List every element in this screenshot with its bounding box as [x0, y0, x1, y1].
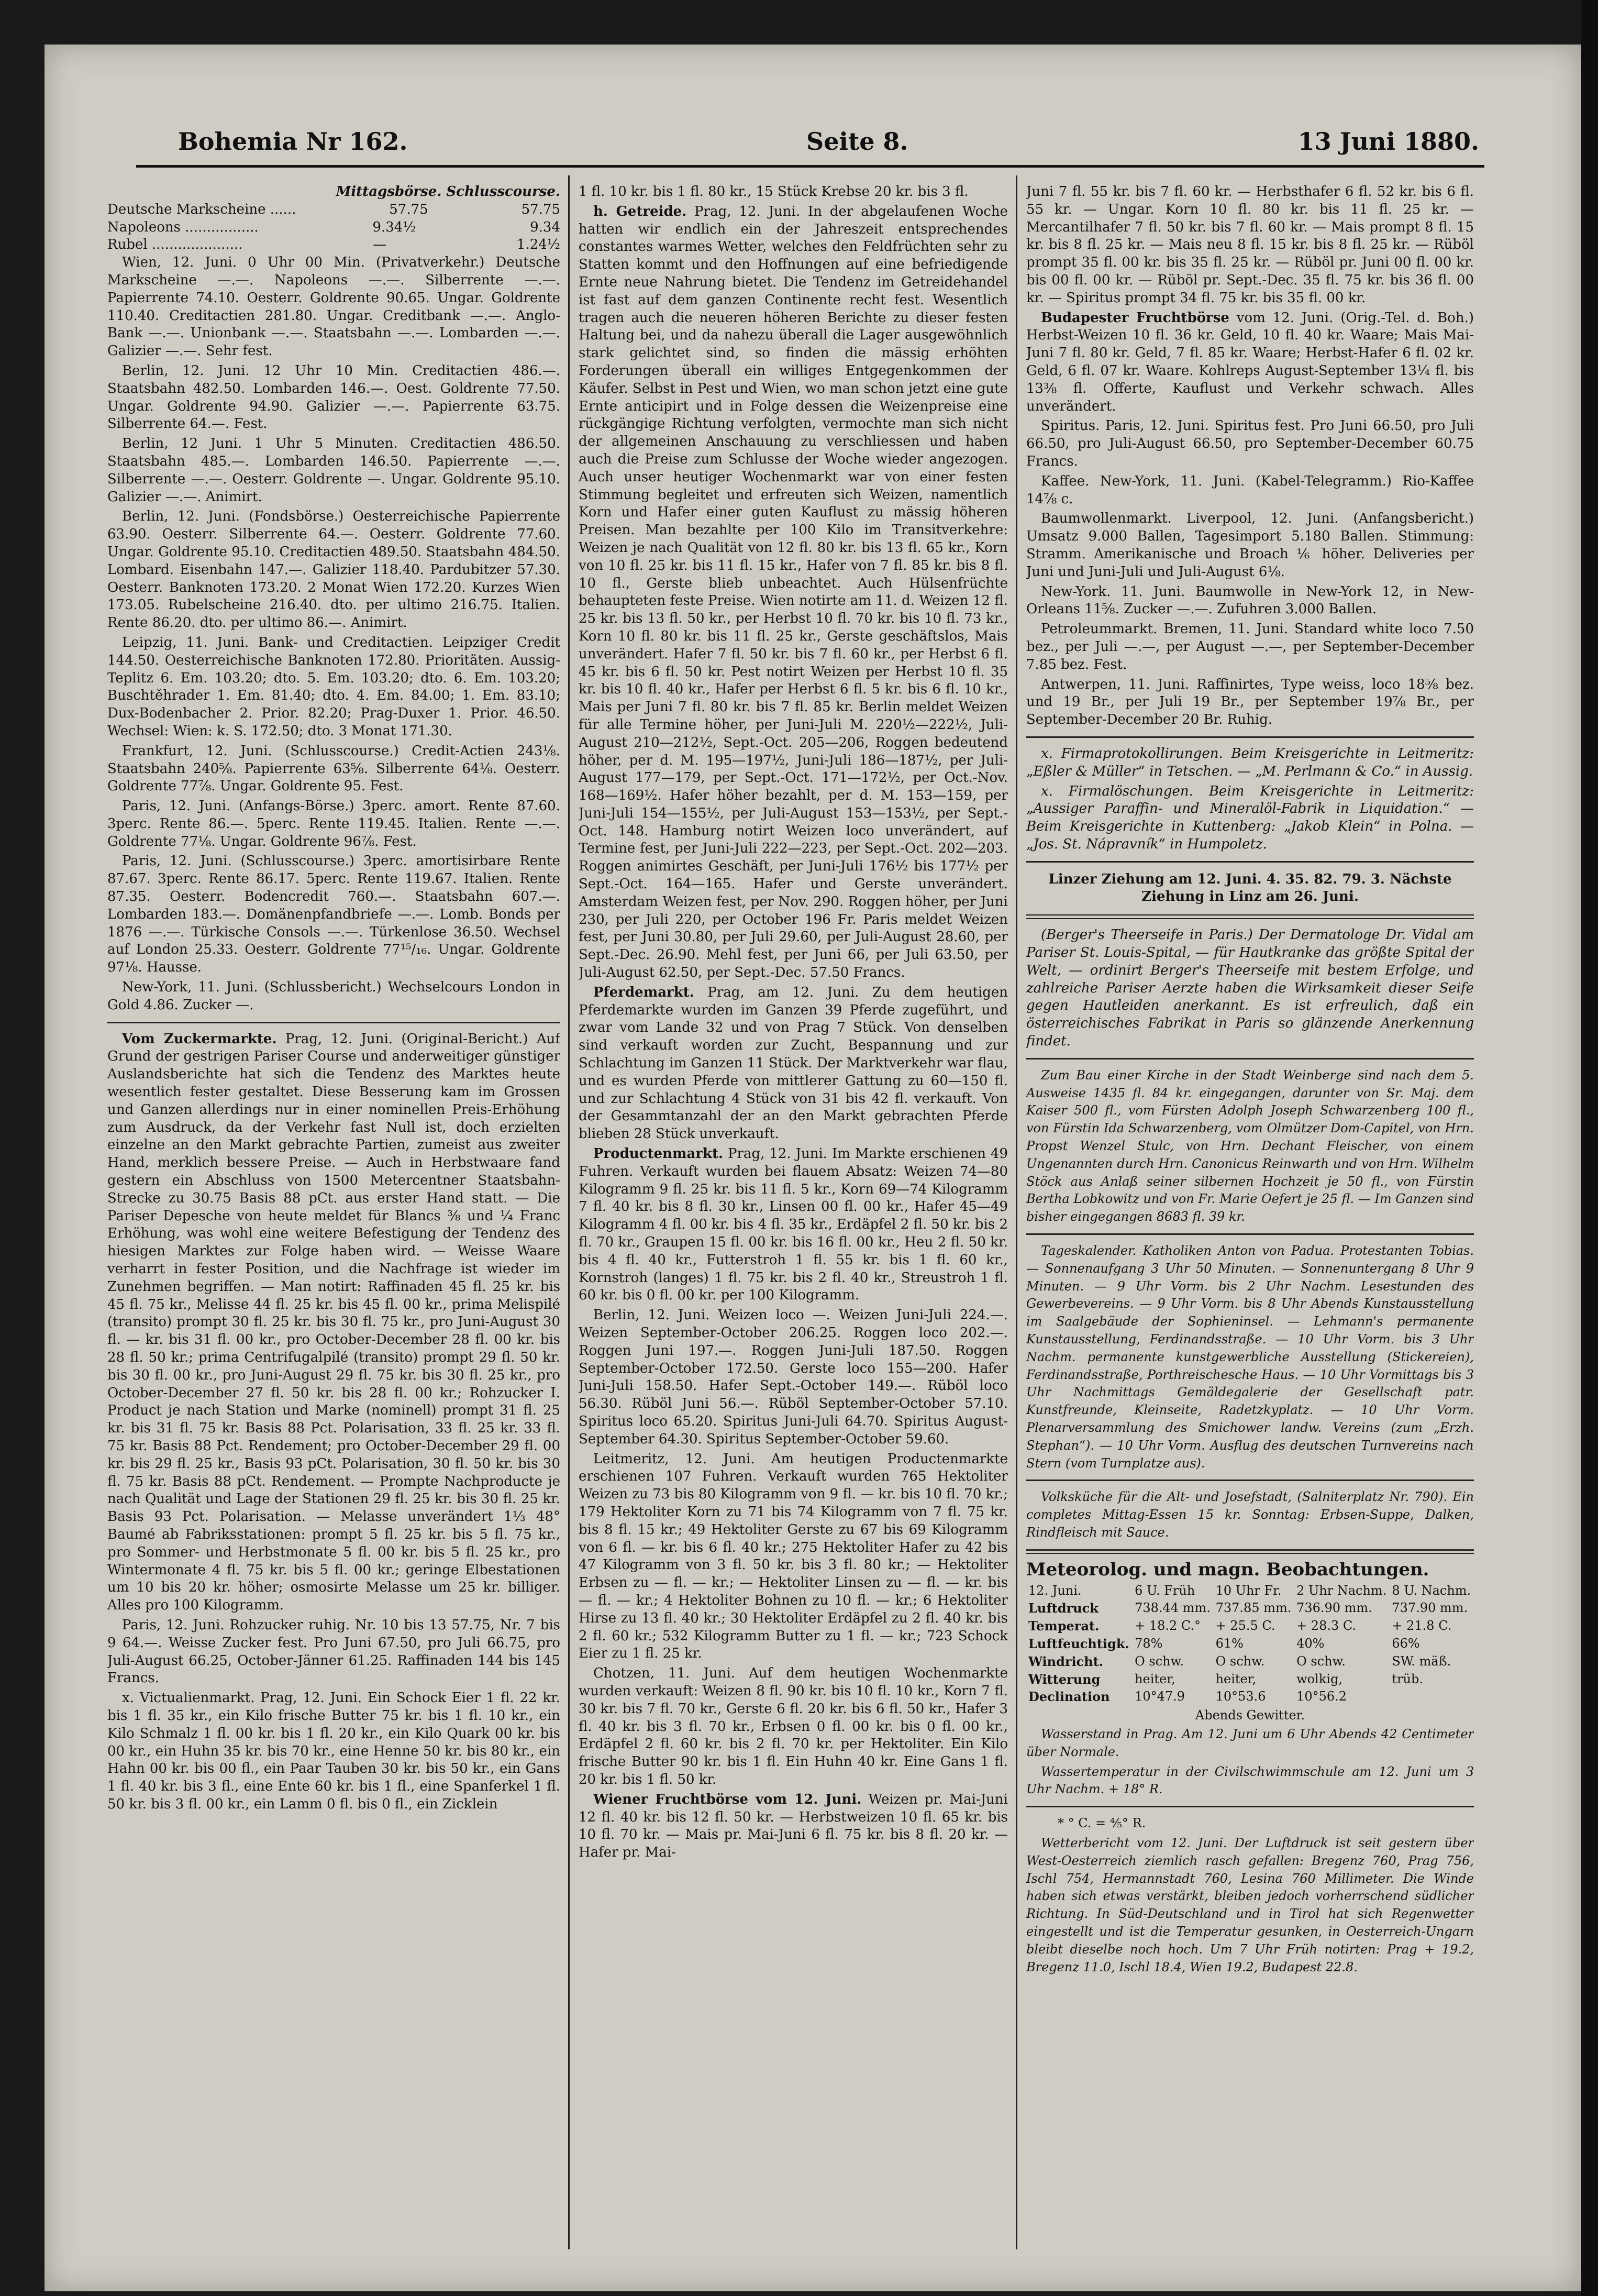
weather-cell: Luftfeuchtigk. — [1028, 1636, 1129, 1651]
paris-sugar: Paris, 12. Juni. Rohzucker ruhig. Nr. 10 bis 13 57.75, Nr. 7 bis 9 64.—. Weisse Zucker fest. Pro Juni 67.50, pro Juli 66.75, pro Juli-August 66.25, October-Jänner 61.25. Raffinaden 144 bis 145 Francs. — [107, 1617, 560, 1686]
exchange-report: Paris, 12. Juni. (Anfangs-Börse.) 3perc. amort. Rente 87.60. 3perc. Rente 86.—. 5perc. Rente 119.45. Italien. Rente —.—. Goldrente 77⅛. Ungar. Goldrente 96⅞. Fest. — [107, 798, 560, 849]
weather-cell: + 18.2 C.° — [1135, 1618, 1201, 1633]
divider — [1026, 1806, 1474, 1807]
exchange-report: Paris, 12. Juni. (Schlusscourse.) 3perc. amortisirbare Rente 87.67. 3perc. Rente 86.17. 5perc. Rente 119.67. Italien. Rente 87.35. Oesterr. Bodencredit 760.—. Staatsbahn 607.—. Lombarden 183.—. Domänenpfandbriefe —.—. Lomb. Bonds per 1876 —.—. Türkische Consols —.—. Türkenlose 36.50. Wechsel auf London 25.33. Oesterr. Goldrente 77¹⁵/₁₆. Ungar. Goldrente 97⅛. Hausse. — [107, 853, 560, 976]
weather-cell: trüb. — [1392, 1671, 1423, 1686]
water-temperature: Wassertemperatur in der Civilschwimmschule am 12. Juni um 3 Uhr Nachm. + 18° R. — [1026, 1764, 1474, 1797]
divider — [1026, 1549, 1474, 1554]
weather-cell: 10°56.2 — [1296, 1689, 1347, 1704]
weather-row — [1026, 1653, 1474, 1671]
rate-a: — — [373, 237, 387, 253]
divider — [1026, 736, 1474, 738]
weather-cell: + 21.8 C. — [1392, 1618, 1452, 1633]
divider — [107, 1022, 560, 1023]
weather-cell: 61% — [1215, 1636, 1244, 1651]
budapest-heading: Budapester Fruchtbörse — [1041, 310, 1229, 326]
divider — [1026, 1480, 1474, 1481]
weather-cell: 737.90 mm. — [1392, 1600, 1468, 1616]
weather-cell: O schw. — [1135, 1653, 1184, 1669]
page-edge — [1581, 0, 1598, 2296]
weather-cell: O schw. — [1215, 1653, 1265, 1669]
weather-row — [1026, 1599, 1474, 1617]
weather-cell: 66% — [1392, 1636, 1420, 1651]
divider — [1026, 1058, 1474, 1059]
weather-cell: wolkig, — [1296, 1671, 1342, 1686]
exchange-report: Berlin, 12 Juni. 1 Uhr 5 Minuten. Creditactien 486.50. Staatsbahn 485.—. Lombarden 146.50. Papierrente —.—. Silberrente —.—. Oesterr. Goldrente —. Ungar. Goldrente 95.10. Galizier —.—. Animirt. — [107, 436, 560, 505]
firm-registrations: x. Firmaprotokollirungen. Beim Kreisgerichte in Leitmeritz: „Eßler & Müller“ in Tetschen. — „M. Perlmann & Co.“ in Aussig. — [1026, 745, 1474, 779]
weather-cell: + 28.3 C. — [1296, 1618, 1357, 1633]
horse-heading: Pferdemarkt. — [593, 984, 694, 1000]
weather-observations-title: Meteorolog. und magn. Beobachtungen. — [1026, 1559, 1429, 1580]
column-2 — [579, 183, 1008, 2247]
coffee-report: Kaffee. New-York, 11. Juni. (Kabel-Telegramm.) Rio-Kaffee 14⅞ c. — [1026, 473, 1474, 507]
weather-header-cell: 6 U. Früh — [1135, 1583, 1195, 1598]
weather-table-body — [1026, 1599, 1474, 1706]
exchange-report: Wien, 12. Juni. 0 Uhr 00 Min. (Privatverkehr.) Deutsche Markscheine —.—. Napoleons —.—. Silberrente —.—. Papierrente 74.10. Oesterr. Goldrente 90.65. Ungar. Goldrente 110.40. Creditactien 281.80. Ungar. Creditbank —.—. Anglo-Bank —.—. Unionbank —.—. Staatsbahn —.—. Lombarden —.—. Galizier —.—. Sehr fest. — [107, 255, 560, 359]
chotzen-produce: Chotzen, 11. Juni. Auf dem heutigen Wochenmarkte wurden verkauft: Weizen 8 fl. 90 kr. bis 10 fl. 10 kr., Korn 7 fl. 30 kr. bis 7 fl. 70 kr., Gerste 6 fl. 20 kr. bis 6 fl. 50 kr., Hafer 3 fl. 40 kr. bis 3 fl. 70 kr., Erbsen 0 fl. 00 kr. bis 0 fl. 00 kr., Erdäpfel 2 fl. 60 kr. bis 2 fl. 70 kr. per Hektoliter. Ein Kilo frische Butter 90 kr. bis 1 fl. Ein Huhn 40 kr. Eine Gans 1 fl. 20 kr. bis 1 fl. 50 kr. — [579, 1665, 1008, 1787]
rate-name: Deutsche Markscheine ...... — [107, 201, 296, 217]
weather-row — [1026, 1617, 1474, 1635]
weather-report: Wetterbericht vom 12. Juni. Der Luftdruck ist seit gestern über West-Oesterreich ziemlich rasch gefallen: Bregenz 760, Prag 756, Ischl 754, Hermannstadt 760, Lesina 760 Millimeter. Die Winde haben sich etwas verstärkt, bleiben jedoch vorherrschend südlicher Richtung. In Süd-Deutschland und in Tirol hat sich Regenwetter eingestellt und ist die Temperatur gesunken, in Oesterreich-Ungarn bleibt dieselbe noch hoch. Um 7 Uhr Früh notirten: Prag + 19.2, Bregenz 11.0, Ischl 18.4, Wien 19.2, Budapest 22.8. — [1026, 1835, 1474, 1974]
rate-b: 9.34 — [530, 219, 560, 235]
rates-heading: Mittagsbörse. Schlusscourse. — [336, 184, 560, 200]
newyork-cotton: New-York. 11. Juni. Baumwolle in New-York 12, in New-Orleans 11⅝. Zucker —.—. Zufuhren 3.000 Ballen. — [1026, 583, 1474, 617]
day-calendar: Tageskalender. Katholiken Anton von Padua. Protestanten Tobias. — Sonnenaufgang 3 Uhr 50 Minuten. — Sonnenuntergang 8 Uhr 9 Minuten. — 9 Uhr Vorm. bis 2 Uhr Nachm. Lesestunden des Gewerbevereins. — 9 Uhr Vorm. bis 8 Uhr Abends Kunstausstellung im Saalgebäude der Sophieninsel. — Lehmann's permanente Kunstausstellung, Ferdinandsstraße. — 10 Uhr Vorm. bis 3 Uhr Nachm. permanente kunstgewerbliche Ausstellung (Stickereien), Ferdinandsstraße, Porthreischesche Haus. — 10 Uhr Vormittags bis 3 Uhr Nachmittags Gemäldegalerie der Gesellschaft patr. Kunstfreunde, Kleinseite, Radetzkyplatz. — 10 Uhr Vorm. Plenarversammlung des Smichower landw. Vereins (zum „Erzh. Stephan“). — 10 Uhr Vorm. Ausflug des deutschen Turnvereins nach Stern (vom Turnplatze aus). — [1026, 1243, 1474, 1471]
divider — [1026, 914, 1474, 919]
weather-row — [1026, 1635, 1474, 1653]
header-page-number: Seite 8. — [806, 127, 908, 156]
header-issue: Bohemia Nr 162. — [178, 127, 408, 156]
horse-market — [579, 984, 1008, 1143]
rate-row — [107, 219, 560, 237]
budapest-exchange — [1026, 310, 1474, 416]
weather-header-cell: 12. Juni. — [1028, 1583, 1082, 1598]
exchange-report: Leipzig, 11. Juni. Bank- und Creditactien. Leipziger Credit 144.50. Oesterreichische Banknoten 172.80. Prioritäten. Aussig-Teplitz 6. Em. 103.20; dto. 5. Em. 103.20; dto. 6. Em. 103.20; Buschtěhrader 1. Em. 81.40; dto. 4. Em. 84.00; 1. Em. 83.10; Dux-Bodenbacher 2. Prior. 82.20; Prag-Duxer 1. Prior. 46.50. Wechsel: Wien: k. S. 172.50; dto. 3 Monat 171.30. — [107, 634, 560, 739]
berlin-produce: Berlin, 12. Juni. Weizen loco —. Weizen Juni-Juli 224.—. Weizen September-October 206.25. Roggen loco 202.—. Roggen Juni 197.—. Roggen Juni-Juli 187.50. Roggen September-October 172.50. Gerste loco 155—200. Hafer Juni-Juli 158.50. Hafer Sept.-October 149.—. Rüböl loco 56.30. Rüböl Juni 56.—. Rüböl September-October 57.10. Spiritus loco 65.20. Spiritus Juni-Juli 64.70. Spiritus August-September 64.30. Spiritus September-October 59.60. — [579, 1307, 1008, 1447]
weather-note: Abends Gewitter. — [1195, 1708, 1305, 1723]
weather-table-header — [1026, 1582, 1474, 1600]
sugar-text: Prag, 12. Juni. (Original-Bericht.) Auf Grund der gestrigen Pariser Course und anderweitiger günstiger Auslandsberichte hat sich die Tendenz des Marktes heute wesentlich fester gestaltet. Diese Besserung kam im Grossen und Ganzen allerdings nur in einer nominellen Preis-Erhöhung zum Ausdruck, da der Verkehr fast Null ist, doch erzielten einzelne an den Markt gebrachte Partien, zumeist aus zweiter Hand, merklich bessere Preise. — Auch in Herbstwaare fand gestern ein Abschluss von 1500 Metercentner Staatsbahn-Strecke zu 30.75 Basis 88 pCt. aus erster Hand statt. — Die Pariser Depesche von heute meldet für Blancs ⅜ und ¼ Franc Erhöhung, was wohl eine weitere Befestigung der Tendenz des hiesigen Marktes zur Folge haben wird. — Weisse Waare verharrt in fester Position, und die Nachfrage ist wieder im Zunehmen begriffen. — Man notirt: Raffinaden 45 fl. 25 kr. bis 45 fl. 75 kr., Melisse 44 fl. 25 kr. bis 45 fl. 00 kr., prima Melispilé (transito) prompt 30 fl. 25 kr. bis 30 fl. 75 kr., pro Juni-August 30 fl. — kr. bis 31 fl. 00 kr., pro October-December 28 fl. 00 kr. bis 28 fl. 50 kr.; prima Centrifugalpilé (transito) prompt 29 fl. 50 kr. bis 30 fl. 00 kr., pro Juni-August 29 fl. 75 kr. bis 30 fl. 25 kr., pro October-December 27 fl. 50 kr. bis 28 fl. 00 kr.; Rohzucker I. Product je nach Station und Marke (nominell) prompt 31 fl. 25 kr. bis 31 fl. 75 kr. Basis 88 Pct. Polarisation, 33 fl. 25 kr. 33 fl. 75 kr. Basis 88 Pct. Rendement; pro October-December 29 fl. 00 kr. bis 29 fl. 25 kr., Basis 93 pCt. Polarisation, 30 fl. 50 kr. bis 30 fl. 75 kr. Basis 88 pCt. Rendement. — Prompte Nachproducte je nach Qualität und Lage der Stationen 29 fl. 25 kr. bis 30 fl. 25 kr. Basis 93 Pct. Polarisation. — Melasse unverändert 1⅓ 48° Baumé ab Fabriksstationen: prompt 5 fl. 25 kr. bis 5 fl. 75 kr., pro Sommer- und Herbstmonate 5 fl. 00 kr. bis 5 fl. 25 kr., pro Wintermonate 4 fl. 75 kr. bis 5 fl. 00 kr.; geringe Elbestationen um 10 bis 20 kr. höher; osmosirte Melasse um 25 kr. billiger. Alles pro 100 Kilogramm. — [107, 1031, 560, 1614]
stock-reports — [107, 254, 560, 1014]
column-rule — [568, 175, 570, 2249]
budapest-text: vom 12. Juni. (Orig.-Tel. d. Boh.) Herbst-Weizen 10 fl. 36 kr. Geld, 10 fl. 40 kr. Waare; Mais Mai-Juni 7 fl. 80 kr. Geld, 7 fl. 85 kr. Waare; Herbst-Hafer 6 fl. 02 kr. Geld, 6 fl. 07 kr. Waare. Kohlreps August-September 13¼ fl. bis 13⅜ fl. Offerte, Kauflust und Verkehr schwach. Alles unverändert. — [1026, 310, 1474, 414]
divider — [1026, 1233, 1474, 1235]
weather-cell: 737.85 mm. — [1215, 1600, 1292, 1616]
produce-market — [579, 1145, 1008, 1305]
rate-name: Rubel ..................... — [107, 237, 243, 253]
weather-cell: 78% — [1135, 1636, 1163, 1651]
cotton-report: Baumwollenmarkt. Liverpool, 12. Juni. (Anfangsbericht.) Umsatz 9.000 Ballen, Tagesimport 5.180 Ballen. Stimmung: Stramm. Amerikanische und Broach ⅙ höher. Deliveries per Juni und Juni-Juli und Juli-August 6⅛. — [1026, 511, 1474, 580]
rate-a: 57.75 — [389, 201, 428, 217]
rate-row — [107, 201, 560, 219]
page-header — [136, 123, 1484, 168]
rate-b: 57.75 — [521, 201, 560, 217]
vienna-text: Weizen pr. Mai-Juni 12 fl. 40 kr. bis 12 fl. 50 kr. — Herbstweizen 10 fl. 65 kr. bis 10 fl. 70 kr. — Mais pr. Mai-Juni 6 fl. 75 kr. bis 8 fl. 20 kr. — Hafer pr. Mai- — [579, 1791, 1008, 1861]
antwerp-report: Antwerpen, 11. Juni. Raffinirtes, Type weiss, loco 18⅝ bez. und 19 Br., per Juli 19 Br., per September 19⅞ Br., per September-December 20 Br. Ruhig. — [1026, 676, 1474, 728]
spirits-report: Spiritus. Paris, 12. Juni. Spiritus fest. Pro Juni 66.50, pro Juli 66.50, pro Juli-August 66.50, pro September-December 60.75 Francs. — [1026, 418, 1474, 469]
weather-cell: Temperat. — [1028, 1618, 1100, 1634]
weather-cell: Windricht. — [1028, 1653, 1104, 1669]
sugar-heading: Vom Zuckermarkte. — [122, 1031, 277, 1047]
horse-text: Prag, am 12. Juni. Zu dem heutigen Pferdemarkte wurden im Ganzen 39 Pferde zugeführt, und zwar vom Lande 32 und von Prag 7 Stück. Von denselben sind verkauft worden zur Zucht, Bespannung und zur Schlachtung im Ganzen 11 Stück. Der Marktverkehr war flau, und es wurden Pferde von mittlerer Gattung zu 60—150 fl. und zur Schlachtung 4 Stück von 31 bis 42 fl. verkauft. Von der Gesammtanzahl der an den Markt gebrachten Pferde blieben 28 Stück unverkauft. — [579, 984, 1008, 1142]
linz-lottery: Linzer Ziehung am 12. Juni. 4. 35. 82. 79. 3. Nächste Ziehung in Linz am 26. Juni. — [1048, 871, 1452, 905]
divider — [1026, 861, 1474, 863]
column-3 — [1026, 183, 1474, 2247]
weather-cell: Declination — [1028, 1689, 1110, 1705]
vienna-heading: Wiener Fruchtbörse vom 12. Juni. — [593, 1791, 862, 1807]
column-rule — [1016, 175, 1017, 2249]
victuals-continued: 1 fl. 10 kr. bis 1 fl. 80 kr., 15 Stück Krebse 20 kr. bis 3 fl. — [579, 184, 969, 200]
vienna-exchange — [579, 1791, 1008, 1862]
weather-table — [1026, 1582, 1474, 1706]
exchange-report: New-York, 11. Juni. (Schlussbericht.) Wechselcours London in Gold 4.86. Zucker —. — [107, 979, 560, 1013]
column-1 — [107, 183, 560, 2247]
weather-row — [1026, 1688, 1474, 1706]
exchange-report: Berlin, 12. Juni. (Fondsbörse.) Oesterreichische Papierrente 63.90. Oesterr. Silberrente 64.—. Oesterr. Goldrente 77.60. Ungar. Goldrente 95.10. Creditactien 489.50. Staatsbahn 484.50. Lombard. Eisenbahn 147.—. Galizier 118.40. Pardubitzer 57.30. Oesterr. Banknoten 173.20. 2 Monat Wien 172.20. Kurzes Wien 173.05. Rubelscheine 216.40. dto. per ultimo 216.75. Italien. Rente 86.20. dto. per ultimo 86.—. Animirt. — [107, 509, 560, 631]
leitmeritz-produce: Leitmeritz, 12. Juni. Am heutigen Productenmarkte erschienen 107 Fuhren. Verkauft wurden 765 Hektoliter Weizen zu 73 bis 80 Kilogramm von 9 fl. — kr. bis 10 fl. 70 kr.; 179 Hektoliter Korn zu 71 bis 74 Kilogramm von 7 fl. 75 kr. bis 8 fl. 15 kr.; 49 Hektoliter Gerste zu 67 bis 69 Kilogramm von 6 fl. — kr. bis 6 fl. 40 kr.; 275 Hektoliter Hafer zu 42 bis 47 Kilogramm von 3 fl. 50 kr. bis 3 fl. 80 kr.; — Hektoliter Erbsen zu — fl. — kr.; — Hektoliter Linsen zu — fl. — kr. bis — fl. — kr.; 4 Hektoliter Bohnen zu 10 fl. — kr.; 6 Hektoliter Hirse zu 13 fl. 40 kr.; 30 Hektoliter Erdäpfel zu 2 fl. 40 kr. bis 2 fl. 60 kr.; 532 Kilogramm Butter zu 1 fl. — kr.; 723 Schock Eier zu 1 fl. 25 kr. — [579, 1451, 1008, 1662]
weather-cell: Witterung — [1028, 1671, 1101, 1687]
weather-cell: Luftdruck — [1028, 1600, 1098, 1616]
public-kitchen: Volksküche für die Alt- und Josefstadt, (Salniterplatz Nr. 790). Ein completes Mittag-Essen 15 kr. Sonntag: Erbsen-Suppe, Dalken, Rindfleisch mit Sauce. — [1026, 1489, 1474, 1540]
rate-b: 1.24½ — [516, 237, 560, 253]
petroleum-report: Petroleummarkt. Bremen, 11. Juni. Standard white loco 7.50 bez., per Juli —.—, per August —.—, per September-December 7.85 bez. Fest. — [1026, 621, 1474, 672]
weather-cell: heiter, — [1215, 1671, 1257, 1686]
produce-text: Prag, 12. Juni. Im Markte erschienen 49 Fuhren. Verkauft wurden bei flauem Absatz: Weizen 74—80 Kilogramm 9 fl. 25 kr. bis 11 fl. 5 kr., Korn 69—74 Kilogramm 7 fl. 40 kr. bis 8 fl. 30 kr., Linsen 00 fl. 00 kr., Hafer 45—49 Kilogramm 4 fl. 00 kr. bis 4 fl. 35 kr., Erdäpfel 2 fl. 50 kr. bis 2 fl. 70 kr., Graupen 15 fl. 00 kr. bis 16 fl. 00 kr., Heu 2 fl. 50 kr. bis 4 fl. 40 kr., Futterstroh 1 fl. 55 kr. bis 1 fl. 60 kr., Kornstroh (langes) 1 fl. 75 kr. bis 2 fl. 40 kr., Streustroh 1 fl. 60 kr. bis 0 fl. 00 kr. per 100 Kilogramm. — [579, 1146, 1008, 1304]
weather-cell: + 25.5 C. — [1215, 1618, 1275, 1633]
weather-cell: SW. mäß. — [1392, 1653, 1451, 1669]
berger-soap-notice: (Berger's Theerseife in Paris.) Der Dermatologe Dr. Vidal am Pariser St. Louis-Spital, — für Hautkranke das größte Spital der Welt, — ordinirt Berger's Theerseife mit bestem Erfolge, und zahlreiche Pariser Aerzte haben die Wirksamkeit dieser Seife gegen Hautleiden anerkannt. Es ist erfreulich, daß ein österreichisches Fabrikat in Paris so glänzende Anerkennung findet. — [1026, 927, 1474, 1050]
exchange-rates — [107, 201, 560, 254]
weather-header-cell: 2 Uhr Nachm. — [1296, 1583, 1387, 1598]
rate-a: 9.34½ — [372, 219, 416, 235]
weather-cell: 40% — [1296, 1636, 1325, 1651]
weather-cell: heiter, — [1135, 1671, 1175, 1686]
exchange-report: Berlin, 12. Juni. 12 Uhr 10 Min. Creditactien 486.—. Staatsbahn 482.50. Lombarden 146.—. Oest. Goldrente 77.50. Ungar. Goldrente 94.90. Galizier —.—. Papierrente 63.75. Silberrente 64.—. Fest. — [107, 362, 560, 432]
weather-cell: 738.44 mm. — [1135, 1600, 1211, 1616]
water-level: Wasserstand in Prag. Am 12. Juni um 6 Uhr Abends 42 Centimeter über Normale. — [1026, 1726, 1474, 1759]
header-date: 13 Juni 1880. — [1297, 127, 1479, 156]
rate-row — [107, 236, 560, 254]
grain-report — [579, 203, 1008, 982]
weather-header-cell: 10 Uhr Fr. — [1215, 1583, 1282, 1598]
firm-deletions: x. Firmalöschungen. Beim Kreisgerichte in Leitmeritz: „Aussiger Paraffin- und Mineralöl-Fabrik in Liquidation.“ — Beim Kreisgerichte in Kuttenberg: „Jakob Klein“ in Polna. — „Jos. St. Nápravník“ in Humpoletz. — [1026, 783, 1474, 852]
grain-text: Prag, 12. Juni. In der abgelaufenen Woche hatten wir endlich ein der Jahreszeit entsprechendes constantes warmes Wetter, welches den Feldfrüchten sehr zu Statten kommt und den Hoffnungen auf eine befriedigende Ernte neue Nahrung bietet. Die Tendenz im Getreidehandel ist fast auf dem ganzen Continente recht fest. Wesentlich tragen auch die neueren höheren Berichte zu dieser festen Haltung bei, und da nahezu überall die Lager ausgewöhnlich stark gelichtet sind, so finden die mässig erhöhten Forderungen überall ein williges Entgegenkommen der Käufer. Selbst in Pest und Wien, wo man schon jetzt eine gute Ernte anticipirt und in Folge dessen die Weizenpreise eine rückgängige Richtung verfolgten, vermochte man sich nicht der allgemeinen Anschauung zu verschliessen und haben auch die Preise zum Schlusse der Woche wieder angezogen. Auch unser heutiger Wochenmarkt war von einer festen Stimmung begleitet und erfreuten sich Weizen, namentlich Korn und Hafer einer guten Kauflust zu mässig höheren Preisen. Man bezahlte per 100 Kilo im Transitverkehre: Weizen je nach Qualität von 12 fl. 80 kr. bis 13 fl. 65 kr., Korn von 10 fl. 25 kr. bis 11 fl. 15 kr., Hafer von 7 fl. 85 kr. bis 8 fl. 10 fl., Gerste blieb unbeachtet. Auch Hülsenfrüchte behaupteten feste Preise. Wien notirte am 11. d. Weizen 12 fl. 25 kr. bis 13 fl. 50 kr., per Herbst 10 fl. 70 kr. bis 10 fl. 73 kr., Korn 10 fl. 80 kr. bis 11 fl. 25 kr., Gerste geschäftslos, Mais unverändert. Hafer 7 fl. 50 kr. bis 7 fl. 60 kr., per Herbst 6 fl. 45 kr. bis 6 fl. 50 kr. Pest notirt Weizen per Herbst 10 fl. 35 kr. bis 10 fl. 40 kr., Hafer per Herbst 6 fl. 5 kr. bis 6 fl. 10 kr., Mais per Juni 7 fl. 80 kr. bis 7 fl. 85 kr. Berlin meldet Weizen für alle Termine höher, per Juni-Juli M. 220½—222½, Juli-August 210—212½, Sept.-Oct. 205—206, Roggen bedeutend höher, per d. M. 195—197½, Juni-Juli 186—187½, per Juli-August 177—179, per Sept.-Oct. 171—172½, per Oct.-Nov. 168—169½. Hafer höher bezahlt, per d. M. 153—159, per Juni-Juli 154—155½, per Juli-August 153—153½, per Sept.-Oct. 148. Hamburg notirt Weizen loco unverändert, auf Termine fest, per Juni-Juli 222—223, per Sept.-Oct. 202—203. Roggen animirtes Geschäft, per Juni-Juli 176½ bis 177½ per Sept.-Oct. 164—165. Hafer und Gerste unverändert. Amsterdam Weizen fest, per Nov. 290. Roggen höher, per Juni 230, per Juli 220, per October 196 Fr. Paris meldet Weizen fest, per Juni 30.80, per Juli 29.60, per Juli-August 28.60, per Sept.-Dec. 26.90. Mehl fest, per Juni 66, per Juli 63.50, per Juli-August 62.50, per Sept.-Dec. 57.50 Francs. — [579, 203, 1008, 981]
rate-name: Napoleons ................. — [107, 219, 259, 235]
produce-heading: Productenmarkt. — [593, 1146, 724, 1162]
exchange-report: Frankfurt, 12. Juni. (Schlusscourse.) Credit-Actien 243⅛. Staatsbahn 240⅝. Papierrente 63⅝. Silberrente 64⅛. Oesterr. Goldrente 77⅞. Ungar. Goldrente 95. Fest. — [107, 743, 560, 794]
weather-cell: 10°53.6 — [1215, 1689, 1266, 1704]
sugar-market — [107, 1031, 560, 1615]
weather-header-cell: 8 U. Nachm. — [1392, 1583, 1471, 1598]
weather-cell: O schw. — [1296, 1653, 1346, 1669]
grain-heading: h. Getreide. — [593, 203, 687, 219]
newspaper-page — [45, 45, 1581, 2291]
church-donations: Zum Bau einer Kirche in der Stadt Weinberge sind nach dem 5. Ausweise 1435 fl. 84 kr. eingegangen, darunter von Sr. Maj. dem Kaiser 500 fl., vom Fürsten Adolph Joseph Schwarzenberg 100 fl., von Fürstin Ida Schwarzenberg, vom Olmützer Dom-Capitel, von Hrn. Propst Wenzel Stulc, von Hrn. Dechant Fleischer, von einem Ungenannten durch Hrn. Canonicus Reinwarth und von Hrn. Wilhelm Stöck aus Anlaß seiner silbernen Hochzeit je 50 fl., von Fürstin Bertha Lobkowitz und von Fr. Marie Oefert je 25 fl. — Im Ganzen sind bisher eingegangen 8683 fl. 39 kr. — [1026, 1067, 1474, 1224]
vienna-continued: Juni 7 fl. 55 kr. bis 7 fl. 60 kr. — Herbsthafer 6 fl. 52 kr. bis 6 fl. 55 kr. — Ungar. Korn 10 fl. 80 kr. bis 11 fl. 25 kr. — Mercantilhafer 7 fl. 50 kr. bis 7 fl. 60 kr. — Mais prompt 8 fl. 15 kr. bis 8 fl. 25 kr. — Mais neu 8 fl. 15 kr. bis 8 fl. 25 kr. — Rüböl prompt 35 fl. 00 kr. bis 35 fl. 25 kr. — Rüböl pr. Juni 00 fl. 00 kr. bis 00 fl. 00 kr. — Rüböl pr. Sept.-Dec. 35 fl. 75 kr. bis 36 fl. 00 kr. — Spiritus prompt 34 fl. 75 kr. bis 35 fl. 00 kr. — [1026, 184, 1474, 306]
weather-cell — [1390, 1688, 1474, 1706]
weather-cell: 10°47.9 — [1135, 1689, 1185, 1704]
victuals-market: x. Victualienmarkt. Prag, 12. Juni. Ein Schock Eier 1 fl. 22 kr. bis 1 fl. 35 kr., ein Kilo frische Butter 75 kr. bis 1 fl. 10 kr., ein Kilo Schmalz 1 fl. 00 kr. bis 1 fl. 20 kr., ein Kilo Quark 00 kr. bis 00 kr., ein Huhn 35 kr. bis 70 kr., eine Henne 50 kr. bis 80 kr., ein Hahn 00 kr. bis 00 fl., ein Paar Tauben 30 kr. bis 50 kr., ein Gans 1 fl. 40 kr. bis 3 fl., eine Ente 60 kr. bis 1 fl., eine Spanferkel 1 fl. 50 kr. bis 3 fl. 00 kr., ein Lamm 0 fl. bis 0 fl., ein Zicklein — [107, 1690, 560, 1812]
temperature-conversion: * ° C. = ⅘° R. — [1058, 1816, 1146, 1831]
weather-cell: 736.90 mm. — [1296, 1600, 1372, 1616]
weather-row — [1026, 1671, 1474, 1688]
